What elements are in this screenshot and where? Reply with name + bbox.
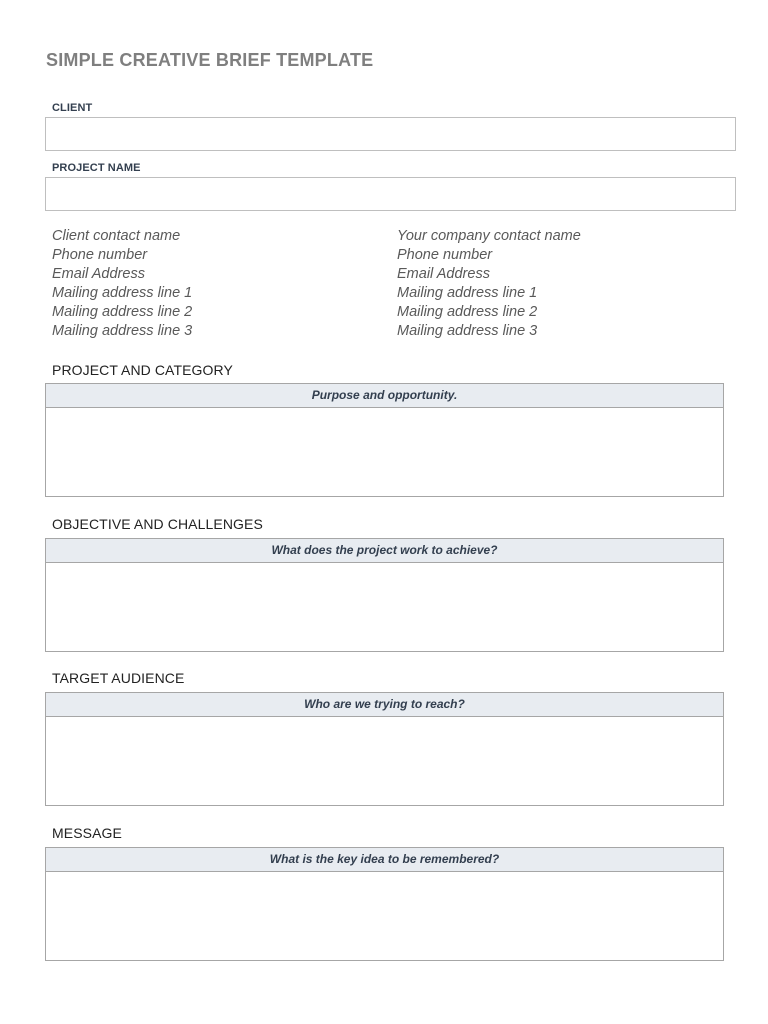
section-project-category [45, 383, 724, 497]
company-mailing-address-line-3[interactable]: Mailing address line 3 [397, 323, 538, 339]
section-title-project-category: PROJECT AND CATEGORY [52, 362, 233, 378]
project-name-label: PROJECT NAME [52, 162, 141, 174]
company-mailing-address-line-2[interactable]: Mailing address line 2 [397, 304, 538, 320]
client-mailing-address-line-2[interactable]: Mailing address line 2 [52, 304, 193, 320]
section-prompt: What is the key idea to be remembered? [46, 848, 723, 872]
client-mailing-address-line-1[interactable]: Mailing address line 1 [52, 285, 193, 301]
page-title: SIMPLE CREATIVE BRIEF TEMPLATE [46, 50, 374, 70]
client-mailing-address-line-3[interactable]: Mailing address line 3 [52, 323, 193, 339]
client-contact-name[interactable]: Client contact name [52, 228, 181, 244]
company-contact-name[interactable]: Your company contact name [397, 228, 581, 244]
company-phone-number[interactable]: Phone number [397, 247, 493, 263]
section-message [45, 847, 724, 961]
client-field[interactable] [45, 117, 736, 151]
company-mailing-address-line-1[interactable]: Mailing address line 1 [397, 285, 538, 301]
section-title-objective-challenges: OBJECTIVE AND CHALLENGES [52, 516, 263, 532]
client-contact-block [52, 227, 192, 341]
section-text-area[interactable] [46, 563, 723, 651]
section-prompt: Purpose and opportunity. [46, 384, 723, 408]
section-title-target-audience: TARGET AUDIENCE [52, 670, 185, 686]
section-text-area[interactable] [46, 408, 723, 496]
section-text-area[interactable] [46, 717, 723, 805]
section-title-message: MESSAGE [52, 825, 122, 841]
client-phone-number[interactable]: Phone number [52, 247, 148, 263]
company-email-address[interactable]: Email Address [397, 266, 490, 282]
section-prompt: Who are we trying to reach? [46, 693, 723, 717]
client-label: CLIENT [52, 102, 93, 114]
section-text-area[interactable] [46, 872, 723, 960]
company-contact-block [397, 227, 581, 341]
section-prompt: What does the project work to achieve? [46, 539, 723, 563]
client-email-address[interactable]: Email Address [52, 266, 145, 282]
section-target-audience [45, 692, 724, 806]
project-name-field[interactable] [45, 177, 736, 211]
section-objective-challenges [45, 538, 724, 652]
